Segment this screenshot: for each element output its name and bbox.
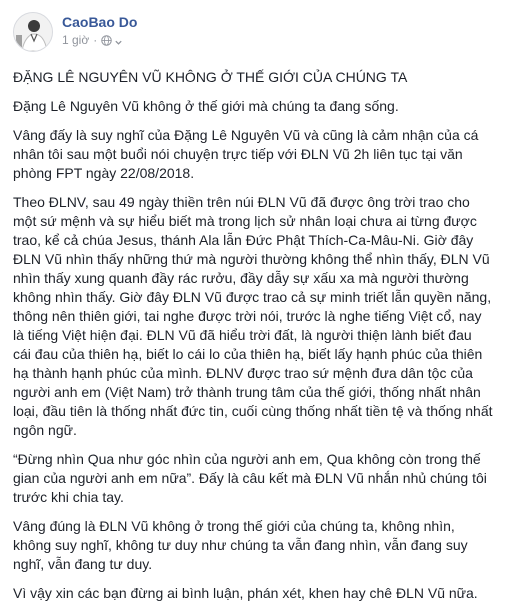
post-paragraph: Theo ĐLNV, sau 49 ngày thiền trên núi ĐLN Vũ đã được ông trời trao cho một sứ mệnh và sự hiểu biết mà trong lịch sử nhân loại chưa ai từng được trao, kể cả chúa Jesus, thánh Ala lẫn Đức Phật Thích-Ca-Mâu-Ni. Giờ đây ĐLN Vũ nhìn thấy những thứ mà người thường không thể nhìn thấy, ĐLN Vũ nhìn thấy xung quanh đầy rác rưởu, đầy dẫy sự xấu xa mà người thường không nhìn thấy. Giờ đây ĐLN Vũ được trao cả sự minh triết lẫn quyền năng, thông nên thiên giới, tai nghe được trời nói, trước là nghe tiếng Việt cổ, nay là tiếng Việt hiện đại. ĐLN Vũ đã hiểu trời đất, là người thiện lành biết đau cái đau của thiên hạ, biết lo cái lo của thiên hạ, biết lấy hạnh phúc của thiên hạ thành hạnh phúc của mình. ĐLNV được trao sứ mệnh đưa dân tộc của người anh em (Việt Nam) trở thành trung tâm của thế giới, thống nhất nhân loại, đầu tiên là thống nhất đức tin, cuối cùng thống nhất tiền tệ và thống nhất ngôn ngữ. (13, 194, 493, 438)
globe-icon[interactable] (101, 34, 112, 45)
author-name[interactable]: CaoBao Do (62, 13, 138, 30)
post-paragraph: Vâng đúng là ĐLN Vũ không ở trong thế giới của chúng ta, không nhìn, không suy nghĩ, không tư duy như chúng ta vẫn đang nhìn, vẫn đang suy nghĩ, vẫn đang tư duy. (13, 518, 468, 572)
post-timestamp[interactable]: 1 giờ (62, 32, 90, 47)
post-paragraph: Vì vậy xin các bạn đừng ai bình luận, phán xét, khen hay chê ĐLN Vũ nữa. (13, 585, 478, 601)
post-paragraph: Đặng Lê Nguyên Vũ không ở thế giới mà chúng ta đang sống. (13, 98, 399, 114)
post-content (13, 68, 493, 603)
avatar[interactable] (13, 12, 53, 52)
post-paragraph: “Đừng nhìn Qua như góc nhìn của người anh em, Qua không còn trong thế gian của người anh em nữa”. Đấy là câu kết mà ĐLN Vũ nhắn nhủ chúng tôi trước khi chia tay. (13, 451, 487, 505)
chevron-down-icon[interactable] (114, 35, 123, 44)
post-headline: ĐẶNG LÊ NGUYÊN VŨ KHÔNG Ở THẾ GIỚI CỦA CHÚNG TA (13, 69, 408, 85)
post-paragraph: Vâng đấy là suy nghĩ của Đặng Lê Nguyên Vũ và cũng là cảm nhận của cá nhân tôi sau một buổi nói chuyện trực tiếp với ĐLN Vũ 2h liên tục tại văn phòng FPT ngày 22/08/2018. (13, 127, 479, 181)
post-header (13, 10, 493, 54)
separator-dot: · (93, 32, 98, 47)
avatar-image (14, 13, 52, 51)
post-meta (62, 13, 137, 48)
post-subline (62, 32, 137, 48)
